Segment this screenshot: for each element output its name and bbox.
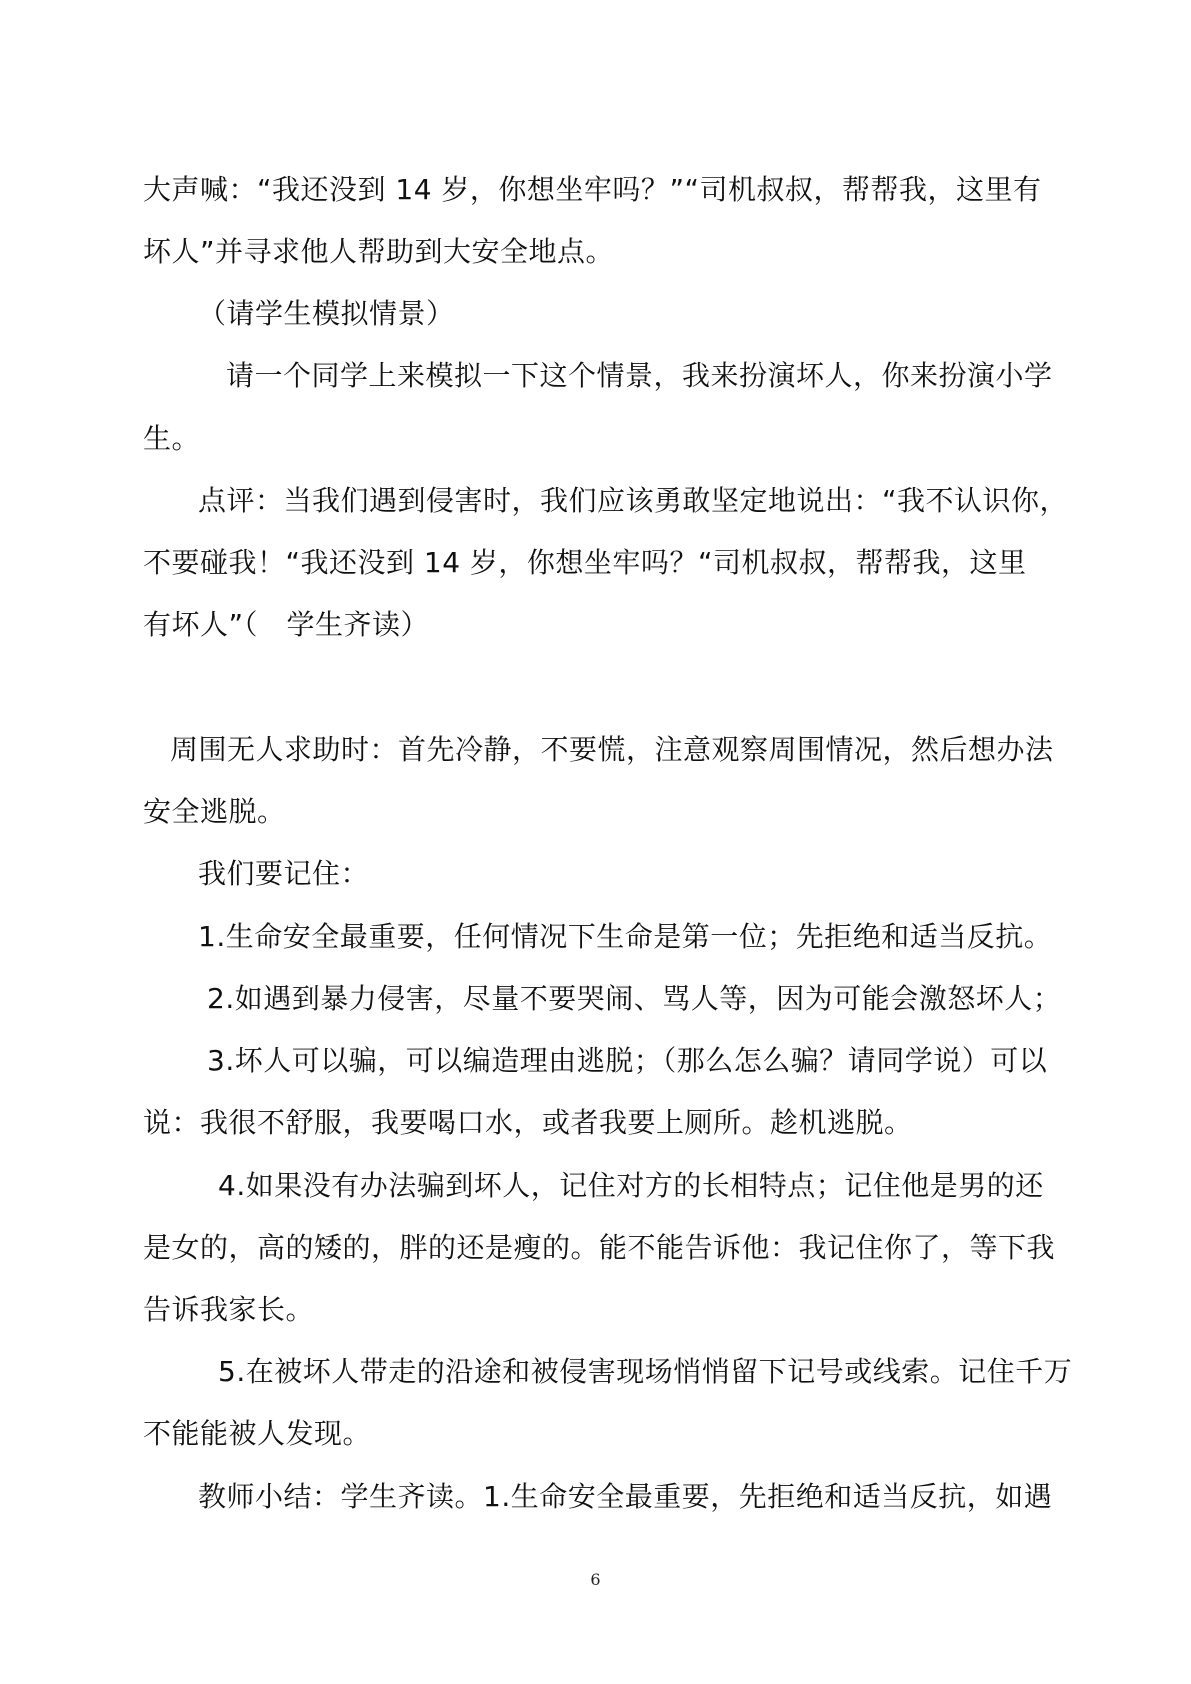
text-line: 大声喊：“我还没到 14 岁，你想坐牢吗？”“司机叔叔，帮帮我，这里有 xyxy=(143,173,1042,206)
text-line: 有坏人”（ 学生齐读） xyxy=(143,608,430,641)
text-line: 2.如遇到暴力侵害，尽量不要哭闹、骂人等，因为可能会激怒坏人； xyxy=(207,982,1062,1015)
text-line: 点评：当我们遇到侵害时，我们应该勇敢坚定地说出：“我不认识你， xyxy=(198,484,1069,517)
text-line: 教师小结：学生齐读。1.生命安全最重要，先拒绝和适当反抗，如遇 xyxy=(198,1480,1053,1513)
text-line: 5.在被坏人带走的沿途和被侵害现场悄悄留下记号或线索。记住千万 xyxy=(218,1355,1073,1388)
text-line: （请学生模拟情景） xyxy=(198,297,455,330)
text-line: 周围无人求助时：首先冷静，不要慌，注意观察周围情况，然后想办法 xyxy=(170,733,1054,766)
text-line: 生。 xyxy=(143,422,201,455)
text-line: 不能能被人发现。 xyxy=(143,1417,372,1450)
text-line: 3.坏人可以骗，可以编造理由逃脱；（那么怎么骗？请同学说）可以 xyxy=(207,1044,1048,1077)
text-line: 我们要记住： xyxy=(198,857,370,890)
text-line: 不要碰我！“我还没到 14 岁，你想坐牢吗？“司机叔叔，帮帮我，这里 xyxy=(143,546,1027,579)
text-line: 告诉我家长。 xyxy=(143,1293,315,1326)
page-number: 6 xyxy=(590,1570,601,1589)
text-line: 说：我很不舒服，我要喝口水，或者我要上厕所。趁机逃脱。 xyxy=(143,1106,913,1139)
text-line: 是女的，高的矮的，胖的还是瘦的。能不能告诉他：我记住你了，等下我 xyxy=(143,1231,1056,1264)
text-line: 安全逃脱。 xyxy=(143,795,286,828)
text-line: 1.生命安全最重要，任何情况下生命是第一位；先拒绝和适当反抗。 xyxy=(198,920,1053,953)
text-line: 请一个同学上来模拟一下这个情景，我来扮演坏人，你来扮演小学 xyxy=(226,359,1053,392)
text-line: 坏人”并寻求他人帮助到大安全地点。 xyxy=(143,235,615,268)
text-line: 4.如果没有办法骗到坏人，记住对方的长相特点；记住他是男的还 xyxy=(218,1169,1044,1202)
